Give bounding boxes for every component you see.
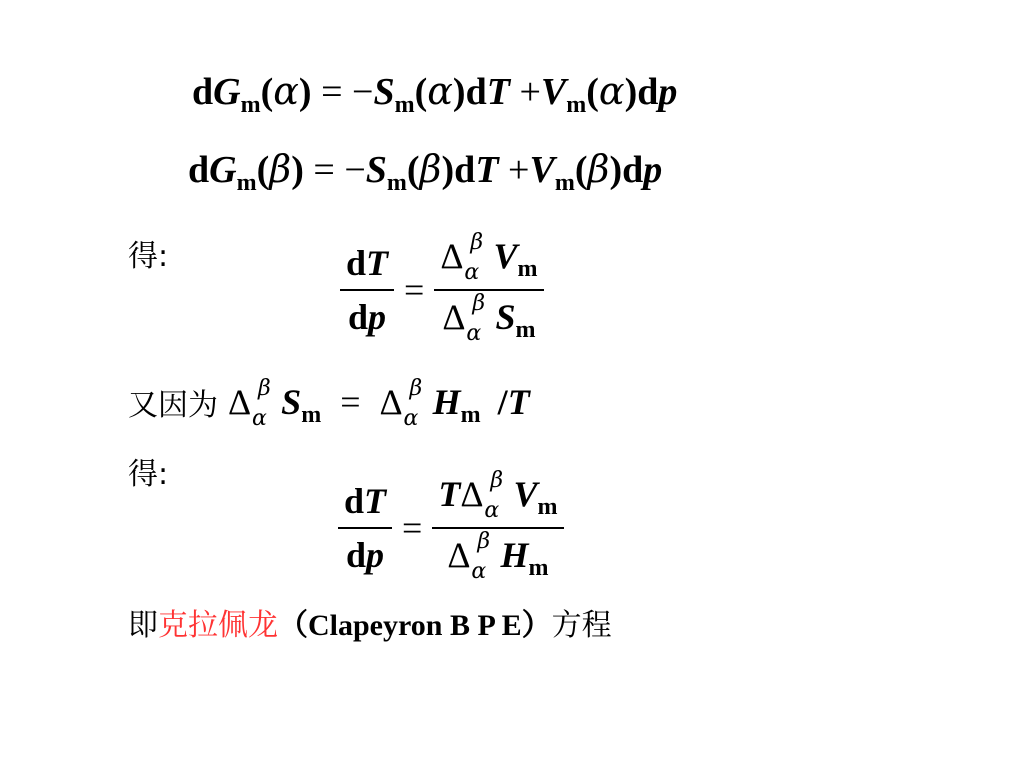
rel-equals: =	[340, 382, 361, 422]
clapeyron-name-zh: 克拉佩龙	[158, 608, 278, 643]
entropy-enthalpy-relation	[128, 376, 530, 431]
delta-symbol: Δ	[442, 297, 466, 337]
fraction2-lhs-den	[340, 537, 390, 573]
f2-den-d: d	[346, 535, 367, 575]
beta-sup: β	[409, 376, 423, 401]
rel-T: T	[507, 382, 530, 422]
equation-gibbs-alpha	[192, 69, 678, 118]
eq1-phase1: α	[273, 69, 299, 113]
eq1-V: V	[540, 71, 567, 113]
fraction2-lhs-bar	[338, 527, 392, 529]
f1-num-T: T	[366, 243, 389, 283]
f1-V-sub-m: m	[517, 256, 538, 282]
eq1-T: T	[486, 71, 510, 113]
delta-beta-alpha	[379, 376, 433, 431]
f1-S: S	[495, 297, 516, 337]
label-fangcheng: 方程	[551, 608, 612, 643]
beta-sup: β	[470, 230, 484, 255]
eq2-equals: =	[313, 149, 335, 191]
fraction-equation-1	[340, 230, 544, 346]
f2-H: H	[500, 535, 529, 575]
fraction2-rhs-num	[432, 468, 563, 523]
eq1-lp3: (	[586, 71, 599, 113]
fraction2-rhs-bar	[432, 527, 563, 529]
delta-beta-alpha	[447, 529, 500, 584]
eq2-phase3: β	[587, 147, 610, 191]
fraction1-rhs-bar	[434, 289, 543, 291]
eq1-rp3: )	[624, 71, 638, 113]
eq1-rp2: )	[452, 71, 466, 113]
fraction2-rhs-den	[441, 529, 554, 584]
f2-V: V	[513, 474, 538, 514]
fraction-dT-dp-2	[338, 483, 392, 573]
eq1-lp2: (	[414, 71, 428, 113]
rel-S: S	[281, 382, 302, 422]
rel-H-sub-m: m	[460, 402, 481, 428]
eq2-rp1: )	[291, 149, 304, 191]
fraction2-equals: =	[402, 508, 423, 548]
eq1-equals: =	[321, 71, 343, 113]
label-ji: 即	[128, 608, 158, 643]
f2-H-sub-m: m	[528, 555, 549, 581]
f2-V-sub-m: m	[537, 494, 558, 520]
fraction1-equals: =	[404, 270, 425, 310]
eq1-rp1: )	[298, 71, 312, 113]
f2-num-T: T	[364, 481, 387, 521]
clapeyron-conclusion	[128, 600, 612, 644]
eq2-V: V	[529, 149, 555, 191]
alpha-sub: α	[466, 321, 482, 346]
alpha-sub: α	[471, 559, 487, 584]
delta-symbol: Δ	[228, 382, 252, 422]
delta-symbol: Δ	[379, 382, 403, 422]
delta-beta-alpha	[442, 291, 495, 346]
fraction1-lhs-bar	[340, 289, 394, 291]
clapeyron-name-en: （Clapeyron B P E）	[278, 609, 552, 642]
eq2-dT-d: d	[454, 149, 476, 191]
beta-sup: β	[490, 468, 504, 493]
f1-S-sub-m: m	[515, 317, 536, 343]
delta-symbol: Δ	[440, 236, 464, 276]
eq2-plus: +	[508, 149, 530, 191]
eq1-S: S	[373, 71, 395, 113]
eq2-lp2: (	[406, 149, 420, 191]
eq2-sub-m2: m	[386, 170, 407, 196]
fraction-equation-2	[338, 468, 564, 584]
delta-beta-alpha	[460, 468, 513, 523]
relation-equation	[228, 376, 530, 431]
eq2-lp3: (	[574, 149, 588, 191]
eq2-rp3: )	[609, 149, 623, 191]
eq2-sub-m1: m	[236, 170, 257, 196]
eq1-sub-m2: m	[394, 92, 415, 118]
eq2-G: G	[209, 149, 237, 191]
fraction-dT-dp-1	[340, 245, 394, 335]
f2-den-p: p	[366, 535, 385, 575]
eq2-rp2: )	[441, 149, 455, 191]
f1-den-d: d	[348, 297, 369, 337]
eq1-sub-m1: m	[240, 92, 261, 118]
alpha-sub: α	[464, 260, 480, 285]
eq1-phase3: α	[598, 69, 625, 113]
rel-S-sub-m: m	[301, 402, 322, 428]
eq2-phase2: β	[419, 147, 442, 191]
eq1-d: d	[192, 71, 214, 113]
f2-num-d: d	[344, 481, 365, 521]
fraction2-lhs-num	[338, 483, 392, 519]
delta-symbol: Δ	[447, 535, 471, 575]
beta-sup: β	[258, 376, 271, 401]
alpha-sub: α	[484, 498, 500, 523]
delta-beta-alpha	[440, 230, 493, 285]
eq2-phase1: β	[269, 147, 292, 191]
beta-sup: β	[472, 291, 486, 316]
delta-beta-alpha	[228, 376, 281, 431]
fraction1-rhs-den	[436, 291, 541, 346]
eq2-d: d	[188, 149, 210, 191]
eq2-sub-m3: m	[554, 170, 575, 196]
eq2-p: p	[643, 149, 663, 191]
equation-gibbs-beta	[188, 147, 663, 196]
eq1-phase2: α	[427, 69, 453, 113]
eq2-minus: −	[344, 149, 366, 191]
label-de-1: 得:	[128, 239, 169, 274]
rel-H: H	[432, 382, 461, 422]
eq2-dp-d: d	[622, 149, 644, 191]
f2-T: T	[438, 474, 461, 514]
alpha-sub: α	[252, 406, 267, 431]
fraction-T-delta-V-delta-H	[432, 468, 563, 584]
eq1-sub-m3: m	[566, 92, 587, 118]
fraction1-lhs-num	[340, 245, 394, 281]
beta-sup: β	[477, 529, 491, 554]
eq1-minus: −	[352, 71, 374, 113]
rel-slash: /	[497, 382, 508, 422]
eq1-p: p	[658, 71, 678, 113]
eq1-dT-d: d	[465, 71, 487, 113]
eq1-G: G	[213, 71, 241, 113]
f1-den-p: p	[368, 297, 387, 337]
eq1-plus: +	[519, 71, 541, 113]
alpha-sub: α	[403, 406, 419, 431]
eq2-lp1: (	[256, 149, 270, 191]
fraction1-lhs-den	[342, 299, 392, 335]
label-de-2: 得:	[128, 457, 169, 492]
eq1-dp-d: d	[637, 71, 659, 113]
delta-symbol: Δ	[460, 474, 484, 514]
eq1-lp1: (	[260, 71, 274, 113]
eq2-S: S	[365, 149, 387, 191]
f1-num-d: d	[346, 243, 367, 283]
label-you-yin-wei: 又因为	[128, 387, 218, 423]
fraction-delta-V-delta-S	[434, 230, 543, 346]
fraction1-rhs-num	[434, 230, 543, 285]
f1-V: V	[493, 236, 518, 276]
eq2-T: T	[475, 149, 499, 191]
